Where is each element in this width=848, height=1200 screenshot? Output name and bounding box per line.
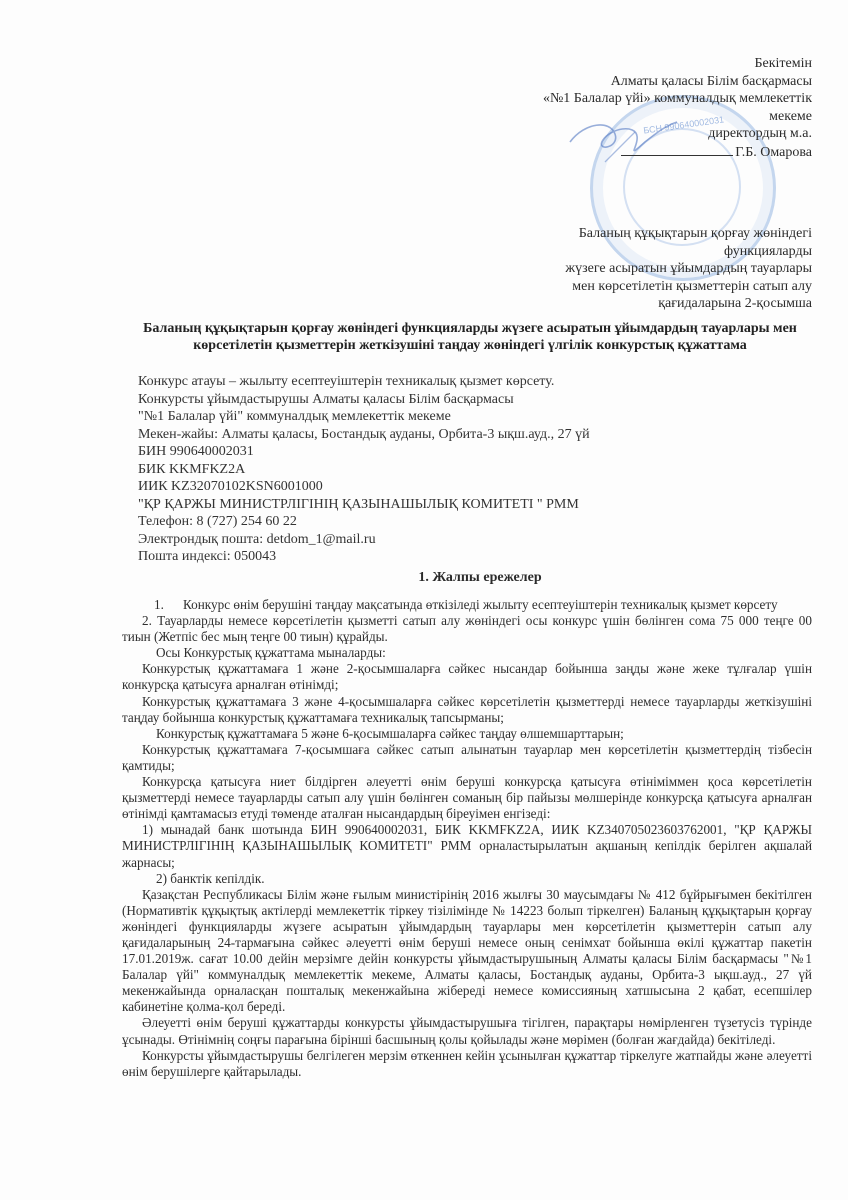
annex-block	[482, 225, 812, 313]
approval-line: Алматы қаласы Білім басқармасы	[610, 73, 812, 89]
paragraph: Конкурстық құжаттамаға 7-қосымшаға сәйкес сатып алынатын тауарлар мен көрсетілетін қызметтердің тізбесін қамтиды;	[122, 741, 812, 773]
signature-line	[621, 143, 733, 156]
address: Мекен-жайы: Алматы қаласы, Бостандық ауданы, Орбита-3 ықш.ауд., 27 үй	[138, 426, 590, 442]
annex-line: қағидаларына 2-қосымша	[658, 296, 812, 311]
paragraph: Әлеуетті өнім беруші құжаттарды конкурсты ұйымдастырушыға тігілген, парақтары нөмірленген түзетусіз түрінде ұсынады. Өтінімнің соңғы парағына бірінші басшының қолы қойылады және мөрімен (болған жағдайда) бекітіледі.	[122, 1015, 812, 1047]
section-heading: 1. Жалпы ережелер	[418, 570, 542, 585]
approval-block	[452, 55, 812, 161]
numbered-item-1	[136, 597, 812, 613]
annex-line: функцияларды	[724, 243, 812, 259]
item-number: 1.	[154, 597, 164, 612]
paragraph: Конкурсқа қатысуға ниет білдірген әлеуетті өнім беруші конкурсқа қатысуға өтініміммен қоса көрсетілетін қызметтерді немесе тауарларды сатып алу үшін бөлінген соманың бір пайызы мөлшерінде конкурсқа қатысуға арналған өтінімді қамтамасыз етуді төменде аталған нысандардың біреуімен енгізеді:	[122, 774, 812, 822]
annex-line: мен көрсетілетін қызметтерін сатып алу	[572, 278, 812, 294]
iik: ИИК KZ32070102KSN6001000	[138, 479, 323, 494]
document-title	[120, 320, 820, 354]
annex-line: Баланың құқықтарын қорғау жөніндегі	[578, 226, 812, 241]
paragraph: Конкурстық құжаттамаға 3 және 4-қосымшаларға сәйкес көрсетілетін қызметтерді немесе тауарларды жеткізушіні таңдау бойынша конкурстық құжаттамаға техникалық тапсырманы;	[122, 693, 812, 725]
stamp-text: БСН 990640002031	[642, 114, 725, 136]
item-text: Конкурс өнім берушіні таңдау мақсатында өткізіледі жылыту есептеуіштерін техникалық қызмет көрсету	[183, 597, 778, 612]
approval-line: директордың м.а.	[708, 126, 812, 141]
approval-line: Бекітемін	[754, 56, 812, 71]
paragraph: Конкурстық құжаттамаға 5 және 6-қосымшаларға сәйкес таңдау өлшемшарттарын;	[156, 725, 624, 741]
bin: БИН 990640002031	[138, 444, 254, 459]
bik: БИК KKMFKZ2A	[138, 461, 246, 477]
approval-line: «№1 Балалар үйі» коммуналдық мемлекеттік	[542, 91, 812, 106]
paragraph: Қазақстан Республикасы Білім және ғылым министірінің 2016 жылғы 30 маусымдағы № 412 бұйрығымен бекітілген (Нормативтік құқықтық актілерді мемлекеттік тіркеу тізілімінде № 14223 болып тіркелген) Баланың құқықтарын қорғау жөніндегі функцияларды жүзеге асыратын ұйымдардың тауарлары мен көрсетілетін қызметтерін сатып алу қағидаларының 24-тармағына сәйкес әлеуетті өнім беруші немесе оның сенімхат бойынша өкілі құжаттар пакетін 17.01.2019ж. сағат 10.00 дейін мерзімге дейін конкурсты ұйымдастырушының Алматы қаласы Білім басқармасы "№1 Балалар үйі" коммуналдық мемлекеттік мекеме, Алматы қаласы, Бостандық ауданы, Орбита-3 ықш.ауд., 27 үй мекенжайында орналасқан пошталық мекенжайына жібереді немесе комиссияның хатшысына 2 қабат, есепшілер кабинетіне қолма-қол береді.	[122, 886, 812, 1015]
paragraph: Конкурстық құжаттамаға 1 және 2-қосымшаларға сәйкес нысандар бойынша заңды және жеке тұлғалар үшін конкурсқа қатысуға арналған өтінімді;	[122, 661, 812, 693]
approval-line: мекеме	[769, 108, 812, 124]
phone: Телефон: 8 (727) 254 60 22	[138, 514, 297, 529]
paragraph: Конкурсты ұйымдастырушы белгілеген мерзім өткеннен кейін ұсынылған құжаттар тіркелуге жатпайды және әлеуетті өнім берушілерге қайтарылады.	[122, 1047, 812, 1079]
paragraph: Осы Конкурстық құжаттама мыналарды:	[156, 645, 386, 661]
signatory-name: Г.Б. Омарова	[735, 144, 812, 160]
paragraph: 2. Тауарларды немесе көрсетілетін қызметті сатып алу жөніндегі осы конкурс үшін бөлінген сома 75 000 теңге 00 тиын (Жетпіс бес мың теңге 00 тиын) құрайды.	[122, 613, 812, 645]
paragraph: 2) банктік кепілдік.	[156, 870, 265, 886]
treasury: "ҚР ҚАРЖЫ МИНИСТРЛІГІНІҢ ҚАЗЫНАШЫЛЫҚ КОМИТЕТІ " РММ	[138, 496, 579, 512]
section-body	[122, 597, 812, 1080]
paragraph: 1) мынадай банк шотында БИН 990640002031, БИК KKMFKZ2A, ИИК KZ340705023603762001, "ҚР ҚАРЖЫ МИНИСТРЛІГІНІҢ ҚАЗЫНАШЫЛЫҚ КОМИТЕТІ" РММ орналастырылатын ақшаның кепілдік берілген ақшалай жарнасы;	[122, 822, 812, 870]
title-line-1: Баланың құқықтарын қорғау жөніндегі функцияларды жүзеге асыратын ұйымдардың тауарлары мен	[143, 321, 797, 336]
contest-name: Конкурс атауы – жылыту есептеуіштерін техникалық қызмет көрсету.	[138, 374, 555, 389]
title-line-2: көрсетілетін қызметтерін жеткізушіні таңдау жөніндегі үлгілік конкурстық құжаттама	[193, 338, 747, 353]
signatory-line	[452, 143, 812, 162]
organizer: Конкурсты ұйымдастырушы Алматы қаласы Білім басқармасы	[138, 391, 514, 407]
annex-line: жүзеге асыратын ұйымдардың тауарлары	[565, 261, 812, 276]
email: Электрондық пошта: detdom_1@mail.ru	[138, 531, 376, 547]
postal-code: Пошта индексі: 050043	[138, 549, 277, 564]
requisites-block	[138, 373, 758, 566]
organizer-institution: "№1 Балалар үйі" коммуналдық мемлекеттік мекеме	[138, 409, 451, 424]
